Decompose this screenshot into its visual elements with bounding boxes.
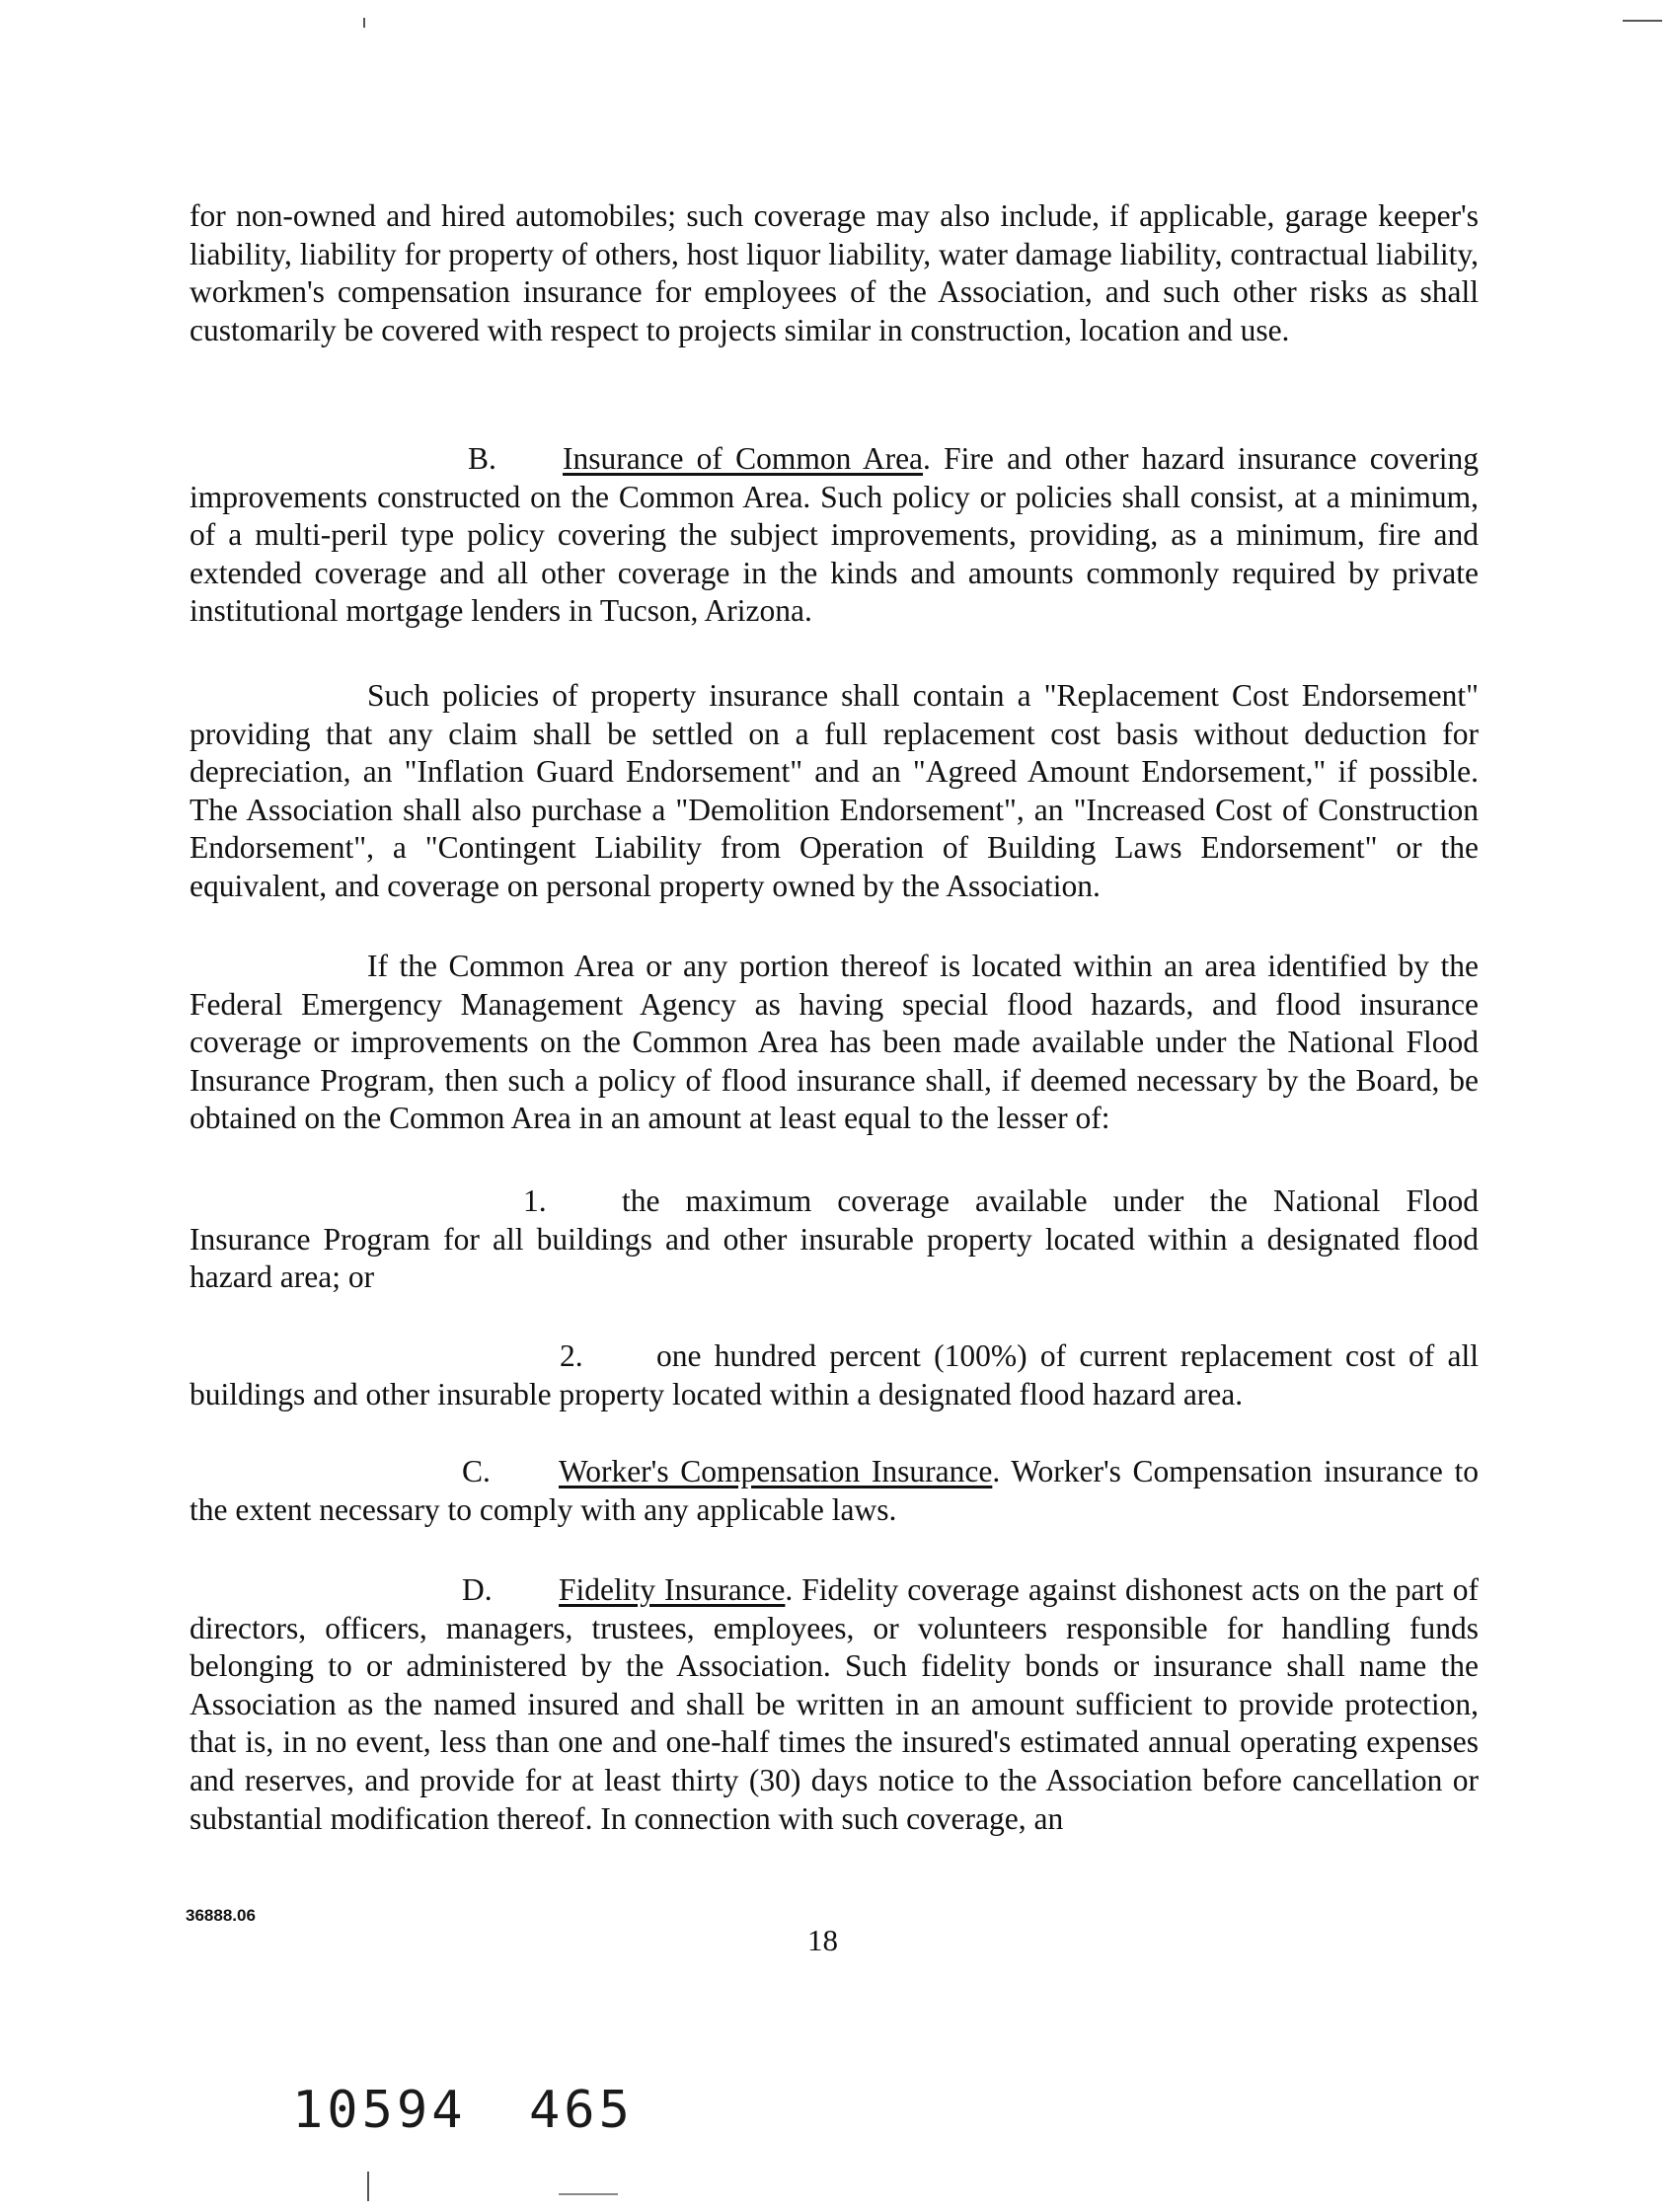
scan-mark bbox=[367, 2172, 369, 2201]
section-c-label: C. bbox=[462, 1454, 491, 1488]
list-item-2-label: 2. bbox=[560, 1338, 583, 1373]
list-item-2-text: one hundred percent (100%) of current replacement cost of all buildings and other insurable property located within a designated flood hazard area. bbox=[190, 1338, 1479, 1411]
paragraph-text: for non-owned and hired automobiles; such coverage may also include, if applicable, garage keeper's liability, liability for property of others, host liquor liability, water damage liability, contractual liability, workmen's compensation insurance for employees of the Association, and such other risks as shall customarily be covered with respect to projects similar in construction, location and use. bbox=[190, 198, 1479, 347]
list-item-2 bbox=[190, 1337, 1479, 1413]
paragraph-text: Such policies of property insurance shall contain a "Replacement Cost Endorsement" providing that any claim shall be settled on a full replacement cost basis without deduction for depreciation, an "Inflation Guard Endorsement" and an "Agreed Amount Endorsement," if possible. The Association shall also purchase a "Demolition Endorsement", an "Increased Cost of Construction Endorsement", a "Contingent Liability from Operation of Building Laws Endorsement" or the equivalent, and coverage on personal property owned by the Association. bbox=[190, 678, 1479, 903]
paragraph-text: If the Common Area or any portion thereof is located within an area identified by the Federal Emergency Management Agency as having special flood hazards, and flood insurance coverage or improvements on the Common Area has been made available under the National Flood Insurance Program, then such a policy of flood insurance shall, if deemed necessary by the Board, be obtained on the Common Area in an amount at least equal to the lesser of: bbox=[190, 949, 1479, 1136]
section-d bbox=[190, 1571, 1479, 1838]
document-code: 36888.06 bbox=[186, 1906, 256, 1925]
section-d-label: D. bbox=[462, 1572, 493, 1607]
list-item-1 bbox=[190, 1182, 1479, 1297]
section-d-title: Fidelity Insurance bbox=[559, 1572, 786, 1607]
recording-stamp-page: 465 bbox=[529, 2081, 634, 2140]
section-b-label: B. bbox=[468, 441, 496, 476]
scan-mark bbox=[1623, 20, 1662, 22]
section-c-text: . Worker's Compensation insurance to the extent necessary to comply with any applicable laws. bbox=[190, 1454, 1480, 1527]
scan-mark bbox=[559, 2193, 618, 2195]
page-number: 18 bbox=[807, 1923, 838, 1957]
section-d-text: . Fidelity coverage against dishonest acts on the part of directors, officers, managers, trustees, employees, or volunteers responsible for handling funds belonging to or administered by the Association. Such fidelity bonds or insurance shall name the Association as the named insured and shall be written in an amount sufficient to provide protection, that is, in no event, less than one and one-half times the insured's estimated annual operating expenses and reserves, and provide for at least thirty (30) days notice to the Association before cancellation or substantial modification thereof. In connection with such coverage, an bbox=[190, 1572, 1479, 1836]
section-b-title: Insurance of Common Area bbox=[563, 441, 924, 476]
scan-mark bbox=[363, 18, 365, 28]
section-b bbox=[190, 440, 1479, 631]
list-item-1-label: 1. bbox=[523, 1183, 547, 1218]
paragraph-replacement-cost bbox=[190, 677, 1479, 906]
list-item-1-text: the maximum coverage available under the National Flood Insurance Program for all buildings and other insurable property located within a designated flood hazard area; or bbox=[190, 1183, 1479, 1295]
section-b-text: . Fire and other hazard insurance covering improvements constructed on the Common Area. Such policy or policies shall consist, at a minimum, of a multi-peril type policy covering the subject improvements, providing, as a minimum, fire and extended coverage and all other coverage in the kinds and amounts commonly required by private institutional mortgage lenders in Tucson, Arizona. bbox=[190, 441, 1479, 629]
paragraph-flood bbox=[190, 948, 1479, 1138]
paragraph-continuation bbox=[190, 197, 1479, 349]
recording-stamp-book: 10594 bbox=[292, 2081, 467, 2140]
section-c-title: Worker's Compensation Insurance bbox=[559, 1454, 993, 1488]
section-c bbox=[190, 1453, 1479, 1529]
